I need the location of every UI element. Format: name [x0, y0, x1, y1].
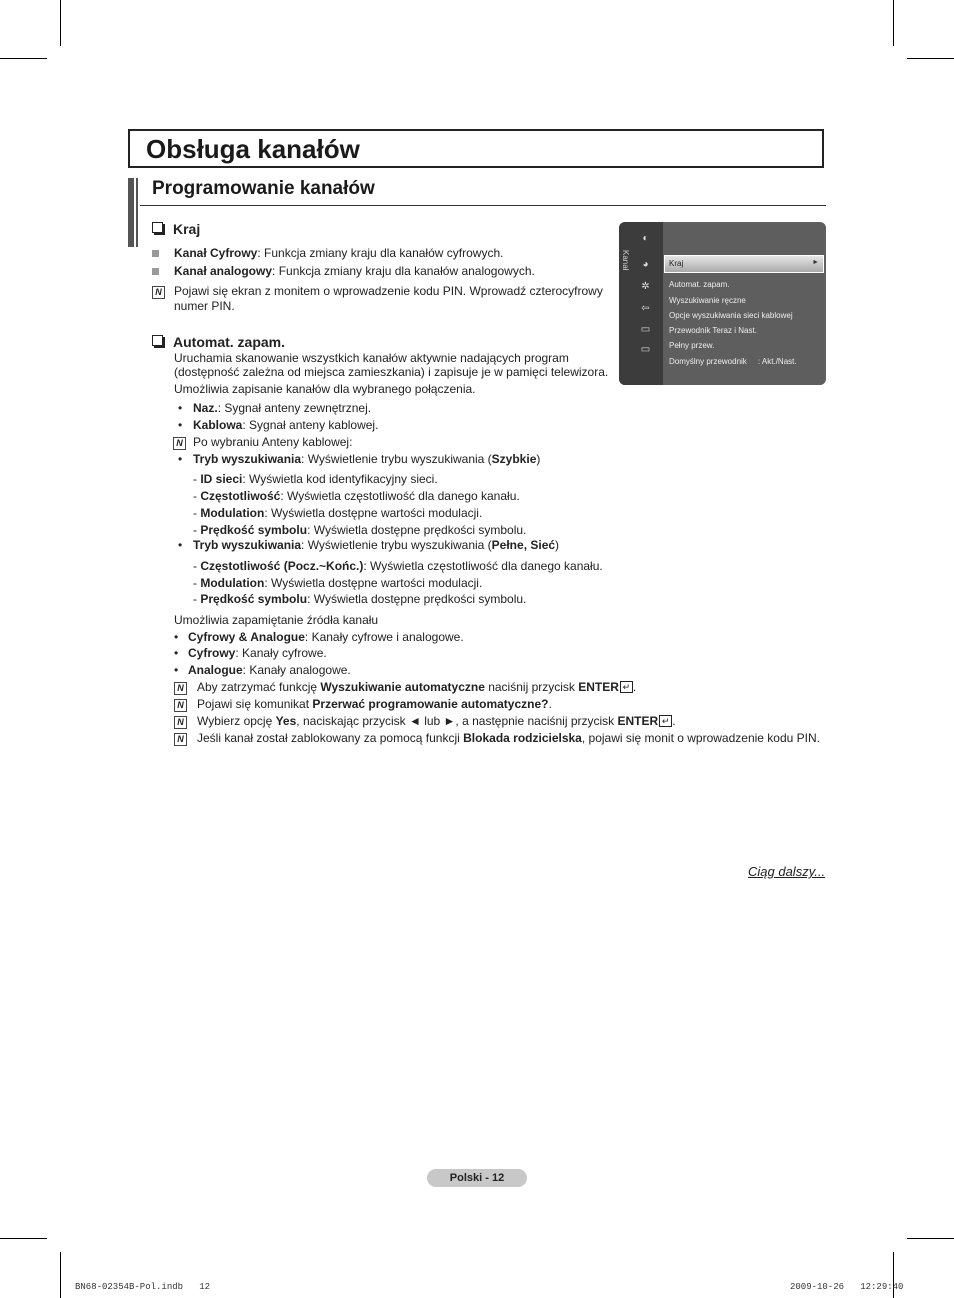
page-number-badge: Polski - 12 — [427, 1169, 527, 1187]
list-item: • Analogue: Kanały analogowe. — [174, 663, 351, 677]
input-icon: ⇦ — [641, 303, 650, 314]
crop-mark — [0, 58, 47, 59]
sub-item: - Częstotliwość: Wyświetla częstotliwość dla danego kanału. — [193, 489, 520, 503]
list-item: • Tryb wyszukiwania: Wyświetlenie trybu wyszukiwania (Pełne, Sieć) — [178, 538, 560, 552]
list-item: • Cyfrowy: Kanały cyfrowe. — [174, 646, 327, 660]
crop-mark — [907, 58, 954, 59]
list-item: • Cyfrowy & Analogue: Kanały cyfrowe i analogowe. — [174, 630, 464, 644]
sub-item: - Modulation: Wyświetla dostępne wartości modulacji. — [193, 506, 483, 520]
note: N Po wybraniu Anteny kablowej: — [173, 435, 186, 450]
checkbox-icon — [152, 335, 163, 346]
support-icon: ▭ — [640, 344, 651, 355]
picture-icon: ◐ — [642, 233, 649, 244]
sub-item: - ID sieci: Wyświetla kod identyfikacyjny sieci. — [193, 472, 438, 486]
section-bar — [136, 178, 138, 247]
tv-menu-screenshot — [619, 222, 826, 385]
kraj-heading: Kraj — [152, 221, 200, 237]
settings-icon: ✲ — [641, 281, 650, 292]
sub-item: - Prędkość symbolu: Wyświetla dostępne prędkości symbolu. — [193, 523, 527, 537]
section-title: Programowanie kanałów — [152, 178, 375, 199]
tv-menu-item[interactable]: Przewodnik Teraz i Nast. — [669, 326, 757, 335]
enter-icon: ↵ — [620, 681, 633, 693]
sub-item: - Częstotliwość (Pocz.~Końc.): Wyświetla częstotliwość dla danego kanału. — [193, 559, 603, 573]
automat-heading: Automat. zapam. — [152, 334, 285, 350]
list-item: Kanał analogowy: Funkcja zmiany kraju dla kanałów analogowych. — [152, 264, 159, 279]
note-icon: N — [174, 716, 187, 729]
footer-file: BN68-02354B-Pol.indb 12 — [75, 1282, 211, 1292]
checkbox-icon — [152, 222, 163, 233]
description: Uruchamia skanowanie wszystkich kanałów aktywnie nadających program — [174, 351, 569, 365]
list-item: • Tryb wyszukiwania: Wyświetlenie trybu wyszukiwania (Szybkie) — [178, 452, 541, 466]
note-icon: N — [173, 437, 186, 450]
note: N Wybierz opcję Yes, naciskając przycisk ◄ lub ►, a następnie naciśnij przycisk ENTER ↵ . — [174, 714, 187, 729]
page-title-box — [128, 129, 824, 168]
enter-icon: ↵ — [659, 715, 672, 727]
arrow-right-icon: ► — [812, 259, 819, 266]
sub-item: - Prędkość symbolu: Wyświetla dostępne prędkości symbolu. — [193, 592, 527, 606]
application-icon: ▭ — [640, 324, 651, 335]
crop-mark — [0, 1238, 47, 1239]
description: Umożliwia zapamiętanie źródła kanału — [174, 613, 379, 627]
note: N Pojawi się komunikat Przerwać programowanie automatyczne?. — [174, 697, 187, 712]
note-continued: numer PIN. — [174, 299, 235, 313]
square-bullet-icon — [152, 268, 159, 275]
note-icon: N — [152, 286, 165, 299]
description: Umożliwia zapisanie kanałów dla wybranego połączenia. — [174, 382, 476, 396]
tv-menu-selected-item[interactable]: Kraj ► — [664, 255, 824, 273]
sub-item: - Modulation: Wyświetla dostępne wartości modulacji. — [193, 576, 483, 590]
tv-menu-item[interactable]: Opcje wyszukiwania sieci kablowej — [669, 311, 793, 320]
page-title: Obsługa kanałów — [146, 134, 360, 164]
section-divider — [140, 205, 826, 206]
note-icon: N — [174, 733, 187, 746]
list-item: • Naz.: Sygnał anteny zewnętrznej. — [178, 401, 372, 415]
tv-menu-item[interactable]: Automat. zapam. — [669, 280, 730, 289]
footer-timestamp: 2009-10-26 12:29:40 — [790, 1282, 904, 1292]
tv-menu-item[interactable]: Wyszukiwanie ręczne — [669, 296, 746, 305]
list-item: Kanał Cyfrowy: Funkcja zmiany kraju dla kanałów cyfrowych. — [152, 246, 159, 261]
tv-menu-category: Kanał — [621, 250, 630, 271]
note-icon: N — [174, 682, 187, 695]
crop-mark — [60, 0, 61, 46]
continued-link: Ciąg dalszy... — [748, 864, 826, 879]
description: (dostępność zależna od miejsca zamieszkania) i zapisuje je w pamięci telewizora. — [174, 365, 609, 379]
note: N Jeśli kanał został zablokowany za pomocą funkcji Blokada rodzicielska, pojawi się monit o wprowadzenie kodu PIN. — [174, 731, 187, 746]
section-bar — [128, 178, 134, 247]
square-bullet-icon — [152, 250, 159, 257]
crop-mark — [60, 1252, 61, 1298]
tv-menu-item[interactable]: Pełny przew. — [669, 341, 715, 350]
note: N Aby zatrzymać funkcję Wyszukiwanie automatyczne naciśnij przycisk ENTER ↵ . — [174, 680, 187, 695]
note: N Pojawi się ekran z monitem o wprowadzenie kodu PIN. Wprowadź czterocyfrowy — [152, 284, 165, 299]
crop-mark — [907, 1238, 954, 1239]
channel-icon: ◕ — [642, 259, 649, 270]
crop-mark — [893, 0, 894, 46]
note-icon: N — [174, 699, 187, 712]
list-item: • Kablowa: Sygnał anteny kablowej. — [178, 418, 379, 432]
tv-menu-item[interactable]: Domyślny przewodnik : Akt./Nast. — [669, 357, 797, 366]
